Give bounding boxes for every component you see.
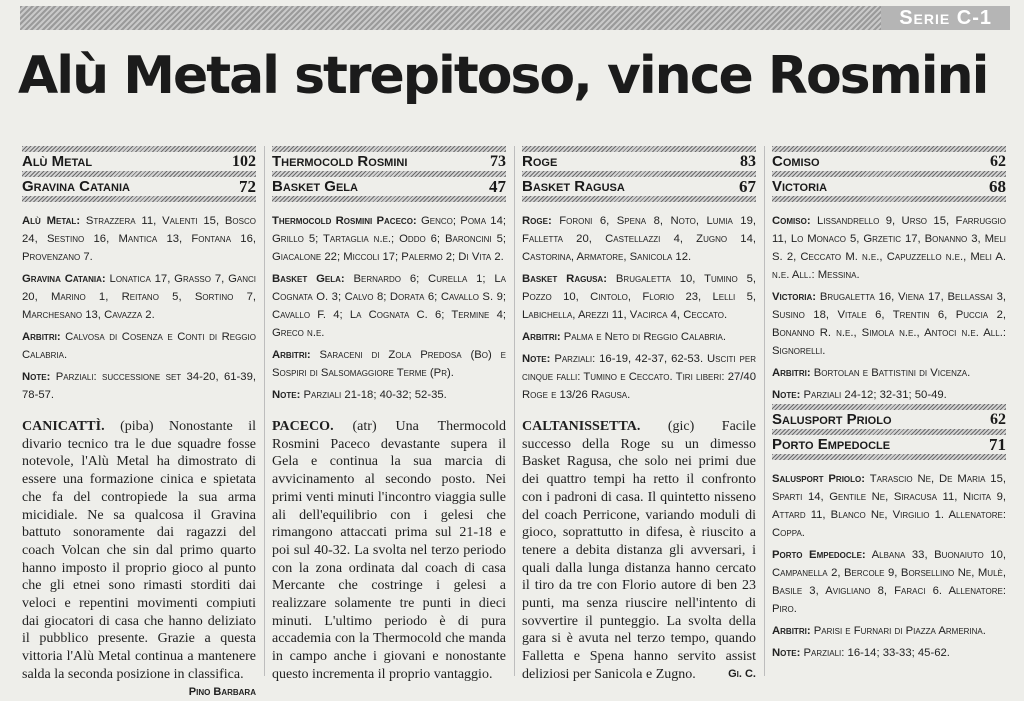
away-team-score: 72 xyxy=(239,177,256,196)
game-box-2 xyxy=(272,146,506,408)
box-score xyxy=(522,212,756,404)
away-team-name: Basket Gela xyxy=(272,178,358,195)
box-line: Alù Metal: Strazzera 11, Valenti 15, Bosco 24, Sestino 16, Mantica 13, Fontana 16, Provenzano 7. xyxy=(22,215,256,263)
away-team-score: 67 xyxy=(739,177,756,196)
box-score xyxy=(772,212,1006,404)
stripe-divider xyxy=(22,196,256,202)
away-team-score: 47 xyxy=(489,177,506,196)
section-banner xyxy=(20,6,1010,30)
away-team-row xyxy=(272,177,506,196)
away-team-name: Basket Ragusa xyxy=(522,178,625,195)
home-team-row xyxy=(272,152,506,171)
away-team-name: Victoria xyxy=(772,178,828,195)
home-team-row xyxy=(772,152,1006,171)
box-line: Arbitri: Saraceni di Zola Predosa (Bo) e Sospiri di Salsomaggiore Terme (Pr). xyxy=(272,349,507,379)
box-line: Note: Parziali: 16-19, 42-37, 62-53. Usciti per cinque falli: Tumino e Ceccato. Tiri liberi: 27/40 Roge e 13/26 Ragusa. xyxy=(522,353,757,401)
box-line: Note: Parziali: 16-14; 33-33; 45-62. xyxy=(772,647,950,659)
away-team-row xyxy=(22,177,256,196)
box-line: Note: Parziali: successione set 34-20, 61-39, 78-57. xyxy=(22,371,256,401)
box-line: Arbitri: Calvosa di Cosenza e Conti di Reggio Calabria. xyxy=(22,331,257,361)
box-line: Basket Ragusa: Brugaletta 10, Tumino 5, Pozzo 10, Cintolo, Florio 23, Lelli 5, Labichella, Arezzi 11, Vacirca 4, Ceccato. xyxy=(522,273,757,321)
article-dateline: CANICATTÌ. xyxy=(22,419,105,434)
box-line: Porto Empedocle: Albana 33, Buonaiuto 10, Campanella 2, Bercole 9, Borsellino Ne, Mulè, Basile 3, Avigliano 8, Faraci 6. Allenatore: Piro. xyxy=(772,549,1006,615)
home-team-row xyxy=(22,152,256,171)
box-line: Note: Parziali 21-18; 40-32; 52-35. xyxy=(272,389,447,401)
home-team-score: 73 xyxy=(490,153,506,170)
box-line: Arbitri: Bortolan e Battistini di Vicenza. xyxy=(772,367,971,379)
article-dateline: CALTANISSETTA. xyxy=(522,419,641,434)
article-body: (piba) Nonostante il divario tecnico tra le due squadre fosse notevole, l'Alù Metal ha dimostrato di essere una formazione cinica e spietata che fa del contropiede la sua arma micidiale. Ne sa qualcosa il Gravina battuto sonoramente dai ragazzi del coach Volcan che sin dal primo quarto hanno imposto il proprio gioco al punto che gli etnei sono rimasti storditi dai veloci e repentini movimenti compiuti dai giocatori di casa che hanno deliziato il pubblico presente. Grazie a questa vittoria l'Alù Metal continua a mantenere salda la seconda posizione in classifica. xyxy=(22,419,256,682)
home-team-row xyxy=(522,152,756,171)
column-divider xyxy=(264,146,265,676)
home-team-score: 62 xyxy=(990,153,1006,170)
away-team-row xyxy=(772,177,1006,196)
article-signature: Pino Barbara xyxy=(188,685,256,698)
game-box-4 xyxy=(772,146,1006,408)
box-line: Basket Gela: Bernardo 6; Curella 1; La Cognata O. 3; Calvo 8; Dorata 6; Cavallo S. 9; Cavallo F. 4; La Cognata C. 6; Termine 4; Greco n.e. xyxy=(272,273,507,339)
article-body: (gic) Facile successo della Roge su un dimesso Basket Ragusa, che solo nei primi due dei quattro tempi ha retto il confronto con i padroni di casa. Il quintetto nisseno del coach Perricone, variando moduli di gioco, soprattutto in difesa, è riuscito a tenere a debita distanza gli avversari, i quali dalla lunga distanza hanno cercato il tiro da tre con Florio autore di ben 23 punti, ma senza riuscire nell'intento di sovvertire il punteggio. La svolta della gara si è avuta nel terzo tempo, quando Falletta e Spena hanno servito assist deliziosi per Sanicola e Zugno. xyxy=(522,419,756,682)
section-tag: Serie C-1 xyxy=(881,6,1010,30)
box-line: Comiso: Lissandrello 9, Urso 15, Farruggio 11, Lo Monaco 5, Grzetic 17, Bonanno 3, Meli S. 2, Ceccato M. n.e., Capuzzello n.e., Meli A. n.e. All.: Messina. xyxy=(772,215,1006,281)
box-line: Salusport Priolo: Tarascio Ne, De Maria 15, Sparti 14, Gentile Ne, Siracusa 11, Nicita 9, Attard 11, Blanco Ne, Virgilio 1. Allenatore: Coppa. xyxy=(772,473,1006,539)
home-team-name: Salusport Priolo xyxy=(772,411,892,428)
stripe-divider xyxy=(272,196,506,202)
home-team-score: 62 xyxy=(990,411,1006,428)
article-dateline: PACECO. xyxy=(272,419,334,434)
stripe-divider xyxy=(772,196,1006,202)
game-box-5 xyxy=(772,404,1006,666)
box-line: Victoria: Brugaletta 16, Viena 17, Bellassai 3, Susino 18, Vitale 6, Trentin 6, Puccia 2, Bonanno R. n.e., Simola n.e., Antoci n.e. All.: Signorelli. xyxy=(772,291,1007,357)
box-score xyxy=(772,470,1006,662)
away-team-score: 68 xyxy=(989,177,1006,196)
box-line: Arbitri: Palma e Neto di Reggio Calabria. xyxy=(522,331,727,343)
box-line: Gravina Catania: Lonatica 17, Grasso 7, Ganci 20, Marino 1, Reitano 5, Sortino 7, Marchesano 13, Cavazza 2. xyxy=(22,273,257,321)
box-line: Arbitri: Parisi e Furnari di Piazza Armerina. xyxy=(772,625,986,637)
game-box-3 xyxy=(522,146,756,408)
article-signature: Gi. C. xyxy=(728,667,756,680)
home-team-name: Thermocold Rosmini xyxy=(272,153,408,170)
home-team-name: Alù Metal xyxy=(22,153,93,170)
box-line: Note: Parziali 24-12; 32-31; 50-49. xyxy=(772,389,947,401)
home-team-name: Roge xyxy=(522,153,558,170)
article-paceco xyxy=(272,418,506,684)
article-caltanissetta xyxy=(522,418,756,684)
article-body: (atr) Una Thermocold Rosmini Paceco devastante supera il Gela e continua la sua marcia di avvicinamento al secondo posto. Nei primi venti minuti l'incontro viaggia sulle ali dell'equilibrio con i gelesi che rimangono attaccati prima sul 21-18 e poi sul 40-32. La svolta nel terzo periodo con la zona ordinata dal coach di casa Mercante che costringe i gelesi a realizzare solamente tre punti in dieci minuti. L'ultimo periodo è di pura accademia con la Thermocold che manda in campo anche i giovani e nonostante questo incrementa il proprio vantaggio. xyxy=(272,419,506,682)
away-team-score: 71 xyxy=(989,435,1006,454)
away-team-row xyxy=(522,177,756,196)
home-team-row xyxy=(772,410,1006,429)
article-canicatti xyxy=(22,418,256,701)
away-team-row xyxy=(772,435,1006,454)
away-team-name: Gravina Catania xyxy=(22,178,130,195)
box-score xyxy=(22,212,256,404)
box-score xyxy=(272,212,506,404)
home-team-score: 102 xyxy=(232,153,256,170)
home-team-score: 83 xyxy=(740,153,756,170)
stripe-divider xyxy=(772,454,1006,460)
away-team-name: Porto Empedocle xyxy=(772,436,891,453)
home-team-name: Comiso xyxy=(772,153,820,170)
page-headline: Alù Metal strepitoso, vince Rosmini xyxy=(18,46,988,106)
box-line: Thermocold Rosmini Paceco: Genco; Poma 14; Grillo 5; Tartaglia n.e.; Oddo 6; Baroncini 5; Giacalone 22; Miccoli 17; Palermo 2; Di Vita 2. xyxy=(272,215,507,263)
column-divider xyxy=(514,146,515,676)
column-divider xyxy=(764,146,765,676)
box-line: Roge: Foroni 6, Spena 8, Noto, Lumia 19, Falletta 20, Castellazzi 4, Zugno 14, Castorina, Armatore, Sanicola 12. xyxy=(522,215,757,263)
game-box-1 xyxy=(22,146,256,408)
stripe-divider xyxy=(522,196,756,202)
